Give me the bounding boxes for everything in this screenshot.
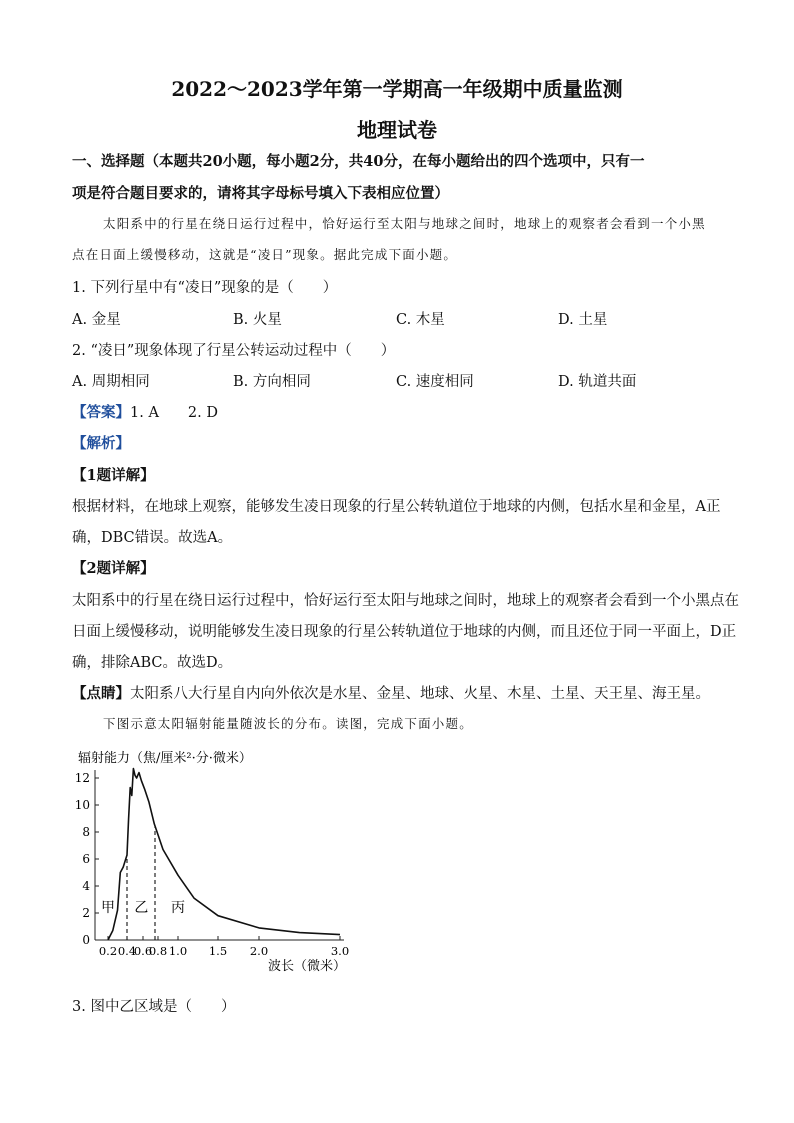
- detail-2-text: 太阳系中的行星在绕日运行过程中，恰好运行至太阳与地球之间时，地球上的观察者会看到一个小黑点在: [72, 593, 739, 609]
- y-tick-label: 12: [74, 771, 90, 785]
- x-tick-label: 0.6: [133, 944, 153, 958]
- tip-text: 太阳系八大行星自内向外依次是水星、金星、地球、火星、木星、土星、天王星、海王星。: [130, 686, 710, 702]
- question-1-stem: 1. 下列行星中有“凌日”现象的是（ ）: [72, 280, 338, 296]
- y-tick-label: 8: [82, 825, 90, 839]
- q1-option-a: A. 金星: [72, 312, 121, 328]
- material-2-text: 下图示意太阳辐射能量随波长的分布。读图，完成下面小题。: [103, 716, 473, 731]
- y-tick-label: 2: [82, 906, 90, 920]
- q2-option-b: B. 方向相同: [233, 374, 311, 390]
- section-heading: 一、选择题（本题共20小题，每小题2分，共40分，在每小题给出的四个选项中，只有一: [72, 153, 645, 170]
- section-heading-line2: 项是符合题目要求的，请将其字母标号填入下表相应位置）: [72, 185, 449, 202]
- chart-xlabel: 波长（微米）: [268, 959, 347, 974]
- chart-ylabel: 辐射能力（焦/厘米²·分·微米）: [78, 751, 252, 766]
- detail-1-label: 【1题详解】: [72, 467, 155, 484]
- q2-option-d: D. 轨道共面: [558, 374, 637, 390]
- answer-label: 【答案】: [72, 404, 130, 421]
- q2-option-a: A. 周期相同: [72, 374, 150, 390]
- q1-option-d: D. 土星: [558, 312, 608, 328]
- question-2-stem: 2. “凌日”现象体现了行星公转运动过程中（ ）: [72, 343, 396, 359]
- page-subtitle: 地理试卷: [357, 118, 437, 142]
- detail-2-text-line2: 日面上缓慢移动，说明能够发生凌日现象的行星公转轨道位于地球的内侧，而且还位于同一平面上，D正: [72, 624, 737, 640]
- detail-1-text: 根据材料，在地球上观察，能够发生凌日现象的行星公转轨道位于地球的内侧，包括水星和金星，A正: [72, 499, 721, 515]
- q2-option-c: C. 速度相同: [396, 374, 474, 390]
- x-tick-label: 2.0: [249, 944, 269, 958]
- analysis-label: 【解析】: [72, 435, 130, 452]
- x-tick-label: 0.8: [148, 944, 168, 958]
- q1-option-b: B. 火星: [233, 312, 282, 328]
- x-tick-label: 0.4: [117, 944, 137, 958]
- question-3-stem: 3. 图中乙区域是（ ）: [72, 999, 236, 1015]
- x-tick-label: 1.0: [168, 944, 188, 958]
- answer-value: 1. A 2. D: [130, 405, 218, 421]
- region-label: 甲: [101, 900, 115, 916]
- y-tick-label: 6: [82, 852, 90, 866]
- material-text: 太阳系中的行星在绕日运行过程中，恰好运行至太阳与地球之间时，地球上的观察者会看到一个小黑: [103, 216, 706, 231]
- x-tick-label: 1.5: [208, 944, 228, 958]
- region-label: 丙: [171, 900, 185, 916]
- x-tick-label: 3.0: [330, 944, 350, 958]
- detail-1-text-line2: 确，DBC错误。故选A。: [72, 530, 233, 546]
- region-label: 乙: [134, 900, 149, 916]
- material-text-line2: 点在日面上缓慢移动，这就是“凌日”现象。据此完成下面小题。: [72, 247, 458, 262]
- y-tick-label: 0: [82, 933, 90, 947]
- page-title: 2022～2023学年第一学期高一年级期中质量监测: [171, 77, 623, 101]
- x-tick-label: 0.2: [98, 944, 118, 958]
- y-tick-label: 10: [74, 798, 90, 812]
- tip-label: 【点睛】: [72, 685, 130, 702]
- y-tick-label: 4: [82, 879, 90, 893]
- detail-2-text-line3: 确，排除ABC。故选D。: [72, 655, 233, 671]
- detail-2-label: 【2题详解】: [72, 560, 155, 577]
- q1-option-c: C. 木星: [396, 312, 445, 328]
